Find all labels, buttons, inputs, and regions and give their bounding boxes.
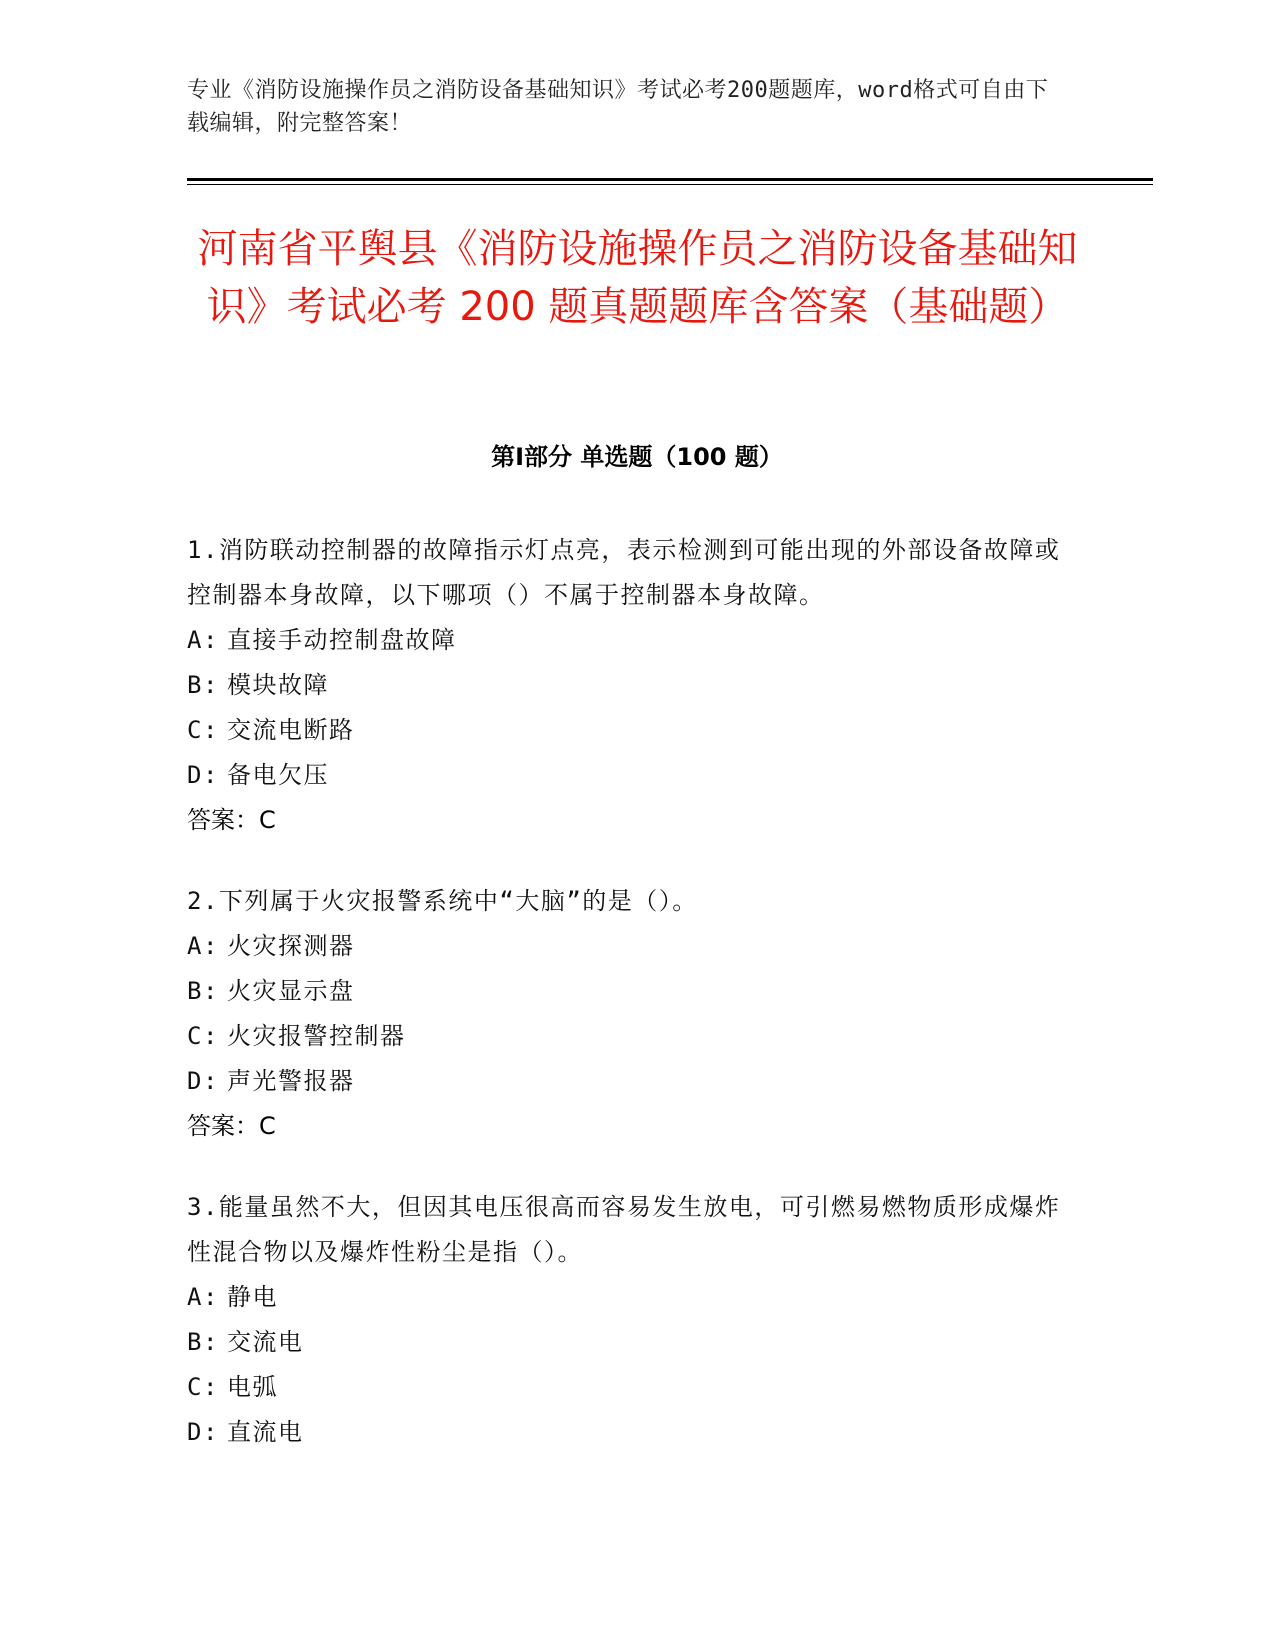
option-d (187, 1059, 1067, 1104)
option-c (187, 1365, 1067, 1410)
question-2 (187, 879, 1067, 1149)
option-letter: A: (187, 932, 219, 960)
option-letter: C: (187, 1022, 219, 1050)
header-rule-thick (187, 178, 1153, 181)
option-text: 静电 (227, 1283, 278, 1311)
option-text: 火灾报警控制器 (227, 1022, 406, 1050)
option-text: 备电欠压 (227, 761, 329, 789)
option-letter: C: (187, 1373, 219, 1401)
question-text: 3.能量虽然不大，但因其电压很高而容易发生放电，可引燃易燃物质形成爆炸性混合物以及爆炸性粉尘是指（）。 (187, 1193, 1061, 1266)
option-text: 交流电 (227, 1328, 304, 1356)
option-text: 交流电断路 (227, 716, 355, 744)
option-c (187, 708, 1067, 753)
option-d (187, 1410, 1067, 1455)
header-rule-thin (187, 184, 1153, 185)
question-text: 1.消防联动控制器的故障指示灯点亮，表示检测到可能出现的外部设备故障或控制器本身故障，以下哪项（）不属于控制器本身故障。 (187, 536, 1061, 609)
section-heading: 第Ⅰ部分 单选题（100 题） (491, 443, 783, 471)
option-letter: B: (187, 671, 219, 699)
document-title: 河南省平舆县《消防设施操作员之消防设备基础知识》考试必考 200 题真题题库含答案（基础题） (197, 226, 1078, 330)
header-note: 专业《消防设施操作员之消防设备基础知识》考试必考200题题库，word格式可自由下载编辑，附完整答案！ (187, 78, 1049, 136)
option-text: 火灾探测器 (227, 932, 355, 960)
option-letter: B: (187, 1328, 219, 1356)
option-letter: C: (187, 716, 219, 744)
option-b (187, 663, 1067, 708)
option-letter: D: (187, 1418, 219, 1446)
option-a (187, 924, 1067, 969)
question-3 (187, 1185, 1067, 1455)
answer-line: 答案：C (187, 806, 276, 834)
option-text: 直流电 (227, 1418, 304, 1446)
answer-line: 答案：C (187, 1112, 276, 1140)
option-text: 模块故障 (227, 671, 329, 699)
option-letter: D: (187, 761, 219, 789)
option-d (187, 753, 1067, 798)
option-a (187, 618, 1067, 663)
question-1 (187, 528, 1067, 843)
option-b (187, 1320, 1067, 1365)
option-b (187, 969, 1067, 1014)
option-text: 声光警报器 (227, 1067, 355, 1095)
option-text: 电弧 (227, 1373, 278, 1401)
option-letter: D: (187, 1067, 219, 1095)
option-letter: A: (187, 1283, 219, 1311)
question-list (187, 528, 1067, 1491)
option-text: 火灾显示盘 (227, 977, 355, 1005)
option-a (187, 1275, 1067, 1320)
option-text: 直接手动控制盘故障 (227, 626, 457, 654)
question-text: 2.下列属于火灾报警系统中“大脑”的是（）。 (187, 887, 698, 915)
option-letter: B: (187, 977, 219, 1005)
option-letter: A: (187, 626, 219, 654)
option-c (187, 1014, 1067, 1059)
